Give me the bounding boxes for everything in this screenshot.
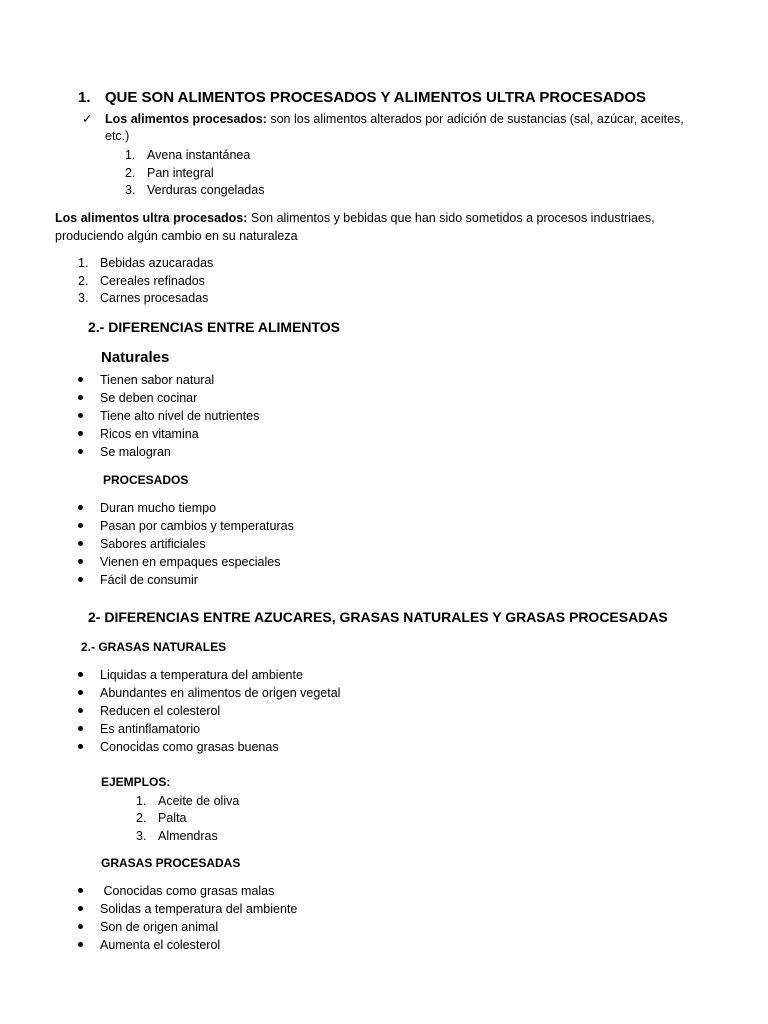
- bullet-icon: [78, 395, 83, 400]
- list-item: Solidas a temperatura del ambiente: [78, 900, 297, 918]
- bullet-icon: [78, 924, 83, 929]
- list-item: 3. Carnes procesadas: [78, 291, 209, 305]
- list-item: 1. Avena instantánea: [125, 148, 251, 162]
- list-item: 3. Verduras congeladas: [125, 183, 265, 197]
- list-item: Aumenta el colesterol: [78, 936, 220, 954]
- list-item: Conocidas como grasas malas: [78, 882, 274, 900]
- section1-number: 1.: [78, 89, 91, 106]
- ultra-definition-cont: produciendo algún cambio en su naturaleza: [55, 229, 298, 243]
- list-item: 1. Aceite de oliva: [136, 794, 240, 808]
- list-item: 1. Bebidas azucaradas: [78, 256, 214, 270]
- bullet-icon: [78, 744, 83, 749]
- bullet-icon: [78, 449, 83, 454]
- ejemplos-title: EJEMPLOS:: [101, 775, 171, 789]
- list-item: 2. Cereales refinados: [78, 274, 205, 288]
- bullet-icon: [78, 942, 83, 947]
- grasas-procesadas-title: GRASAS PROCESADAS: [101, 856, 241, 870]
- bullet-icon: [78, 690, 83, 695]
- ultra-label: Los alimentos ultra procesados:: [55, 211, 248, 225]
- section1-heading: [78, 89, 646, 107]
- list-item: Tiene alto nivel de nutrientes: [78, 407, 259, 425]
- bullet-icon: [78, 523, 83, 528]
- section3-title: 2- DIFERENCIAS ENTRE AZUCARES, GRASAS NATURALES Y GRASAS PROCESADAS: [88, 609, 668, 625]
- bullet-icon: [78, 708, 83, 713]
- list-item: Tienen sabor natural: [78, 371, 214, 389]
- procesados-text: son los alimentos alterados por adición de sustancias (sal, azúcar, aceites,: [266, 112, 684, 126]
- list-item: 3. Almendras: [136, 829, 218, 843]
- list-item: Reducen el colesterol: [78, 702, 220, 720]
- list-item: Conocidas como grasas buenas: [78, 738, 279, 756]
- procesados-definition: [105, 110, 684, 128]
- list-item: 2. Palta: [136, 811, 187, 825]
- list-item: Ricos en vitamina: [78, 425, 199, 443]
- list-item: Se deben cocinar: [78, 389, 197, 407]
- procesados-label: Los alimentos procesados:: [105, 112, 267, 126]
- list-item: Son de origen animal: [78, 918, 218, 936]
- ultra-text: Son alimentos y bebidas que han sido sometidos a procesos industriaes,: [247, 211, 655, 225]
- section1-title: QUE SON ALIMENTOS PROCESADOS Y ALIMENTOS ULTRA PROCESADOS: [104, 89, 647, 106]
- grasas-naturales-title: 2.- GRASAS NATURALES: [81, 640, 227, 654]
- procesados-definition-cont: etc.): [105, 129, 130, 143]
- list-item: Sabores artificiales: [78, 535, 206, 553]
- list-item: Se malogran: [78, 443, 171, 461]
- section2-title: 2.- DIFERENCIAS ENTRE ALIMENTOS: [88, 319, 341, 335]
- list-item: 2. Pan integral: [125, 166, 214, 180]
- bullet-icon: [78, 888, 83, 893]
- bullet-icon: [78, 726, 83, 731]
- list-item: Pasan por cambios y temperaturas: [78, 517, 294, 535]
- bullet-icon: [78, 413, 83, 418]
- bullet-icon: [78, 505, 83, 510]
- bullet-icon: [78, 377, 83, 382]
- bullet-icon: [78, 431, 83, 436]
- bullet-icon: [78, 559, 83, 564]
- list-item: Fácil de consumir: [78, 571, 198, 589]
- bullet-icon: [78, 541, 83, 546]
- ultra-definition: [55, 209, 655, 227]
- bullet-icon: [78, 672, 83, 677]
- list-item: Abundantes en alimentos de origen vegetal: [78, 684, 340, 702]
- bullet-icon: [78, 906, 83, 911]
- bullet-icon: [78, 577, 83, 582]
- list-item: Duran mucho tiempo: [78, 499, 216, 517]
- list-item: Es antinflamatorio: [78, 720, 200, 738]
- list-item: Vienen en empaques especiales: [78, 553, 280, 571]
- checkmark-icon: ✓: [82, 112, 93, 126]
- procesados-title: PROCESADOS: [103, 473, 189, 487]
- naturales-title: Naturales: [101, 349, 170, 366]
- list-item: Liquidas a temperatura del ambiente: [78, 666, 303, 684]
